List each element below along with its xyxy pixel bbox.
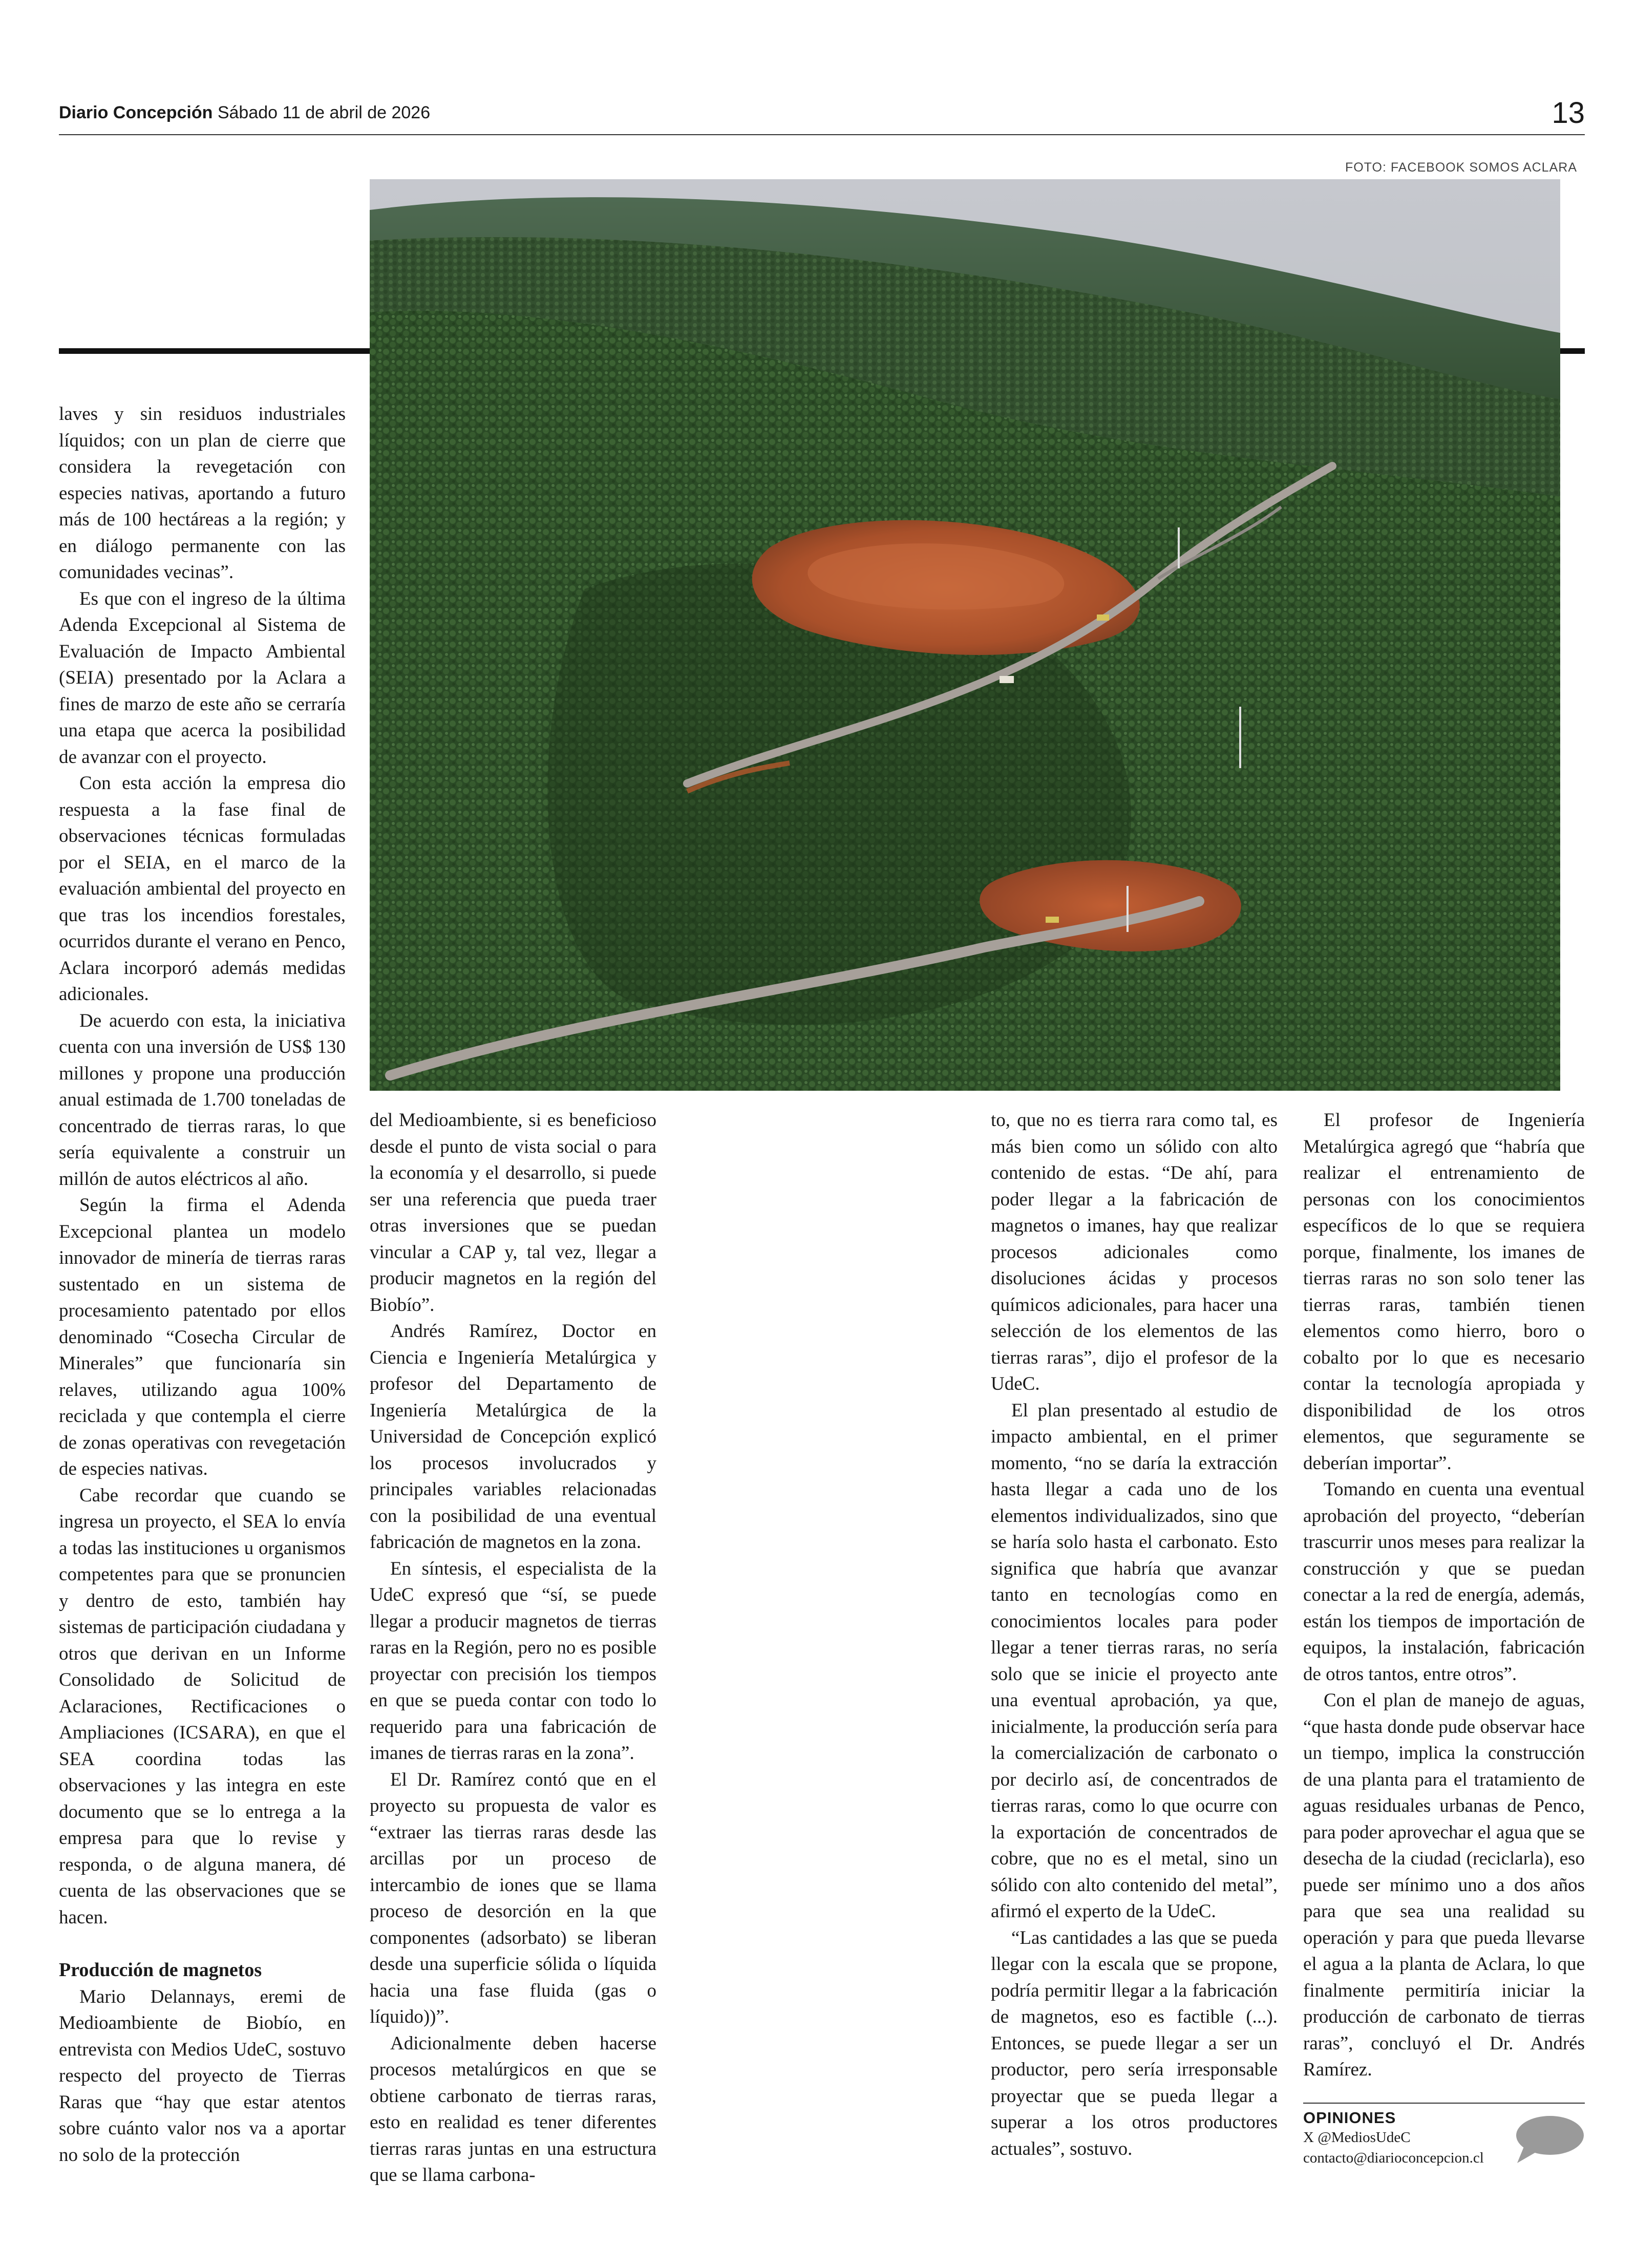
section-rule-left [59, 348, 371, 354]
subheading: Producción de magnetos [59, 1959, 262, 1981]
photo-credit: FOTO: FACEBOOK SOMOS ACLARA [1345, 160, 1577, 175]
article-column-1 [59, 401, 346, 2168]
paragraph: Tomando en cuenta una eventual aprobación del proyecto, “deberían trascurrir unos meses para realizar la construcción y que se puedan conectar a la red de energía, además, están los tiempos de importación de equipos, la instalación, fabricación de otros tantos, entre otros”. [1303, 1479, 1585, 1685]
paragraph: to, que no es tierra rara como tal, es más bien como un sólido con alto contenido de estas. “De ahí, para poder llegar a la fabricación de magnetos o imanes, hay que realizar procesos adicionales como disoluciones ácidas y procesos químicos adicionales, para hacer una selección de los elementos de las tierras raras”, dijo el profesor de la UdeC. [991, 1110, 1278, 1394]
paragraph: El profesor de Ingeniería Metalúrgica agregó que “habría que realizar el entrenamiento de personas con los conocimientos específicos de lo que se requiera porque, finalmente, los imanes de tierras raras no son solo tener las tierras raras, también tienen elementos como hierro, boro o cobalto por lo que es necesario contar la tecnología apropiada y disponibilidad de los otros elementos, que seguramente se deberían importar”. [1303, 1110, 1585, 1474]
paragraph: El plan presentado al estudio de impacto ambiental, en el primer momento, “no se daría la extracción hasta llegar a cada uno de los elementos individualizados, sino que se haría solo hasta el carbonato. Esto significa que habría que avanzar tanto en tecnologías como en conocimientos locales para poder llegar a tener tierras raras, no sería solo que se inicie el proyecto ante una eventual aprobación, ya que, inicialmente, la producción sería para la comercialización de carbonato o por decirlo así, de concentrados de tierras raras, como lo que ocurre con la exportación de concentrados de cobre, que no es el metal, sino un sólido con alto contenido del metal”, afirmó el experto de la UdeC. [991, 1400, 1278, 1922]
paragraph: Mario Delannays, eremi de Medioambiente de Biobío, en entrevista con Medios UdeC, sostuvo respecto del proyecto de Tierras Raras que “hay que estar atentos sobre cuánto valor nos va a aportar no solo de la protección [59, 1986, 346, 2166]
publication-name: Diario Concepción [59, 103, 213, 122]
paragraph: Es que con el ingreso de la última Adenda Excepcional al Sistema de Evaluación de Impacto Ambiental (SEIA) presentado por la Aclara a fines de marzo de este año se cerraría una etapa que acerca la posibilidad de avanzar con el proyecto. [59, 588, 346, 768]
paragraph: Andrés Ramírez, Doctor en Ciencia e Ingeniería Metalúrgica y profesor del Departamento de Ingeniería Metalúrgica de la Universidad de Concepción explicó los procesos involucrados y principales variables relacionadas con la posibilidad de una eventual fabricación de magnetos en la zona. [370, 1321, 656, 1553]
paragraph: laves y sin residuos industriales líquidos; con un plan de cierre que considera la revegetación con especies nativas, aportando a futuro más de 100 hectáreas a la región; y en diálogo permanente con las comunidades vecinas”. [59, 404, 346, 583]
page-header [59, 96, 1585, 136]
article-column-3 [991, 1107, 1278, 2162]
opinions-box [1303, 2103, 1585, 2168]
paragraph: Adicionalmente deben hacerse procesos metalúrgicos en que se obtiene carbonato de tierras raras, esto en realidad es tener diferentes tierras raras juntas en una estructura que se llama carbona- [370, 2032, 656, 2186]
article-column-4 [1303, 1107, 1585, 2083]
opinions-rule [1303, 2103, 1585, 2104]
paragraph: Cabe recordar que cuando se ingresa un proyecto, el SEA lo envía a todas las instituciones u organismos competentes para que se pronuncien y dentro de esto, también hay sistemas de participación ciudadana y otros que derivan en un Informe Consolidado de Solicitud de Aclaraciones, Rectificaciones o Ampliaciones (ICSARA), en que el SEA coordina todas las observaciones y las integra en este documento que se lo entrega a la empresa para que lo revise y responda, o de alguna manera, dé cuenta de las observaciones que se hacen. [59, 1485, 346, 1928]
header-rule [59, 134, 1585, 135]
section-rule-right [1559, 348, 1585, 354]
paragraph: del Medioambiente, si es beneficioso desde el punto de vista social o para la economía y el desarrollo, si puede ser una referencia que pueda traer otras inversiones que se puedan vincular a CAP y, tal vez, llegar a producir magnetos en la región del Biobío”. [370, 1110, 656, 1316]
speech-bubble-icon [1513, 2114, 1585, 2165]
opinions-title: OPINIONES [1303, 2109, 1396, 2127]
article-column-2 [370, 1107, 656, 2189]
opinions-twitter[interactable]: X @MediosUdeC [1303, 2129, 1411, 2146]
paragraph: El Dr. Ramírez contó que en el proyecto su propuesta de valor es “extraer las tierras raras desde las arcillas por un proceso de intercambio de iones que se llama proceso de desorción en la que componentes (adsorbato) se liberan desde una superficie sólida o líquida hacia una fase fluida (gas o líquido))”. [370, 1769, 656, 2027]
paragraph: En síntesis, el especialista de la UdeC expresó que “sí, se puede llegar a producir magnetos de tierras raras en la Región, pero no es posible proyectar con precisión los tiempos en que se pueda contar con todo lo requerido para una fabricación de imanes de tierras raras en la zona”. [370, 1558, 656, 1764]
header-masthead [59, 103, 430, 123]
paragraph: Con el plan de manejo de aguas, “que hasta donde pude observar hace un tiempo, implica la construcción de una planta para el tratamiento de aguas residuales urbanas de Penco, para poder aprovechar el agua que se desecha de la ciudad (reciclarla), eso puede ser mínimo uno a dos años para que sea una realidad su operación y para que pueda llevarse el agua a la planta de Aclara, lo que finalmente permitiría iniciar la producción de carbonato de tierras raras”, concluyó el Dr. Andrés Ramírez. [1303, 1690, 1585, 2080]
page-number: 13 [1552, 96, 1585, 130]
paragraph: “Las cantidades a las que se pueda llegar con la escala que se propone, podría permitir llegar a la fabricación de magnetos, eso es factible (...). Entonces, se puede llegar a ser un productor, pero sería irresponsable proyectar que se pueda llegar a superar a los otros productores actuales”, sostuvo. [991, 1927, 1278, 2159]
paragraph: De acuerdo con esta, la iniciativa cuenta con una inversión de US$ 130 millones y propone una producción anual estimada de 1.700 toneladas de concentrado de tierras raras, lo que sería equivalente a construir un millón de autos eléctricos al año. [59, 1010, 346, 1190]
paragraph: Con esta acción la empresa dio respuesta a la fase final de observaciones técnicas formuladas por el SEIA, en el marco de la evaluación ambiental del proyecto en que tras los incendios forestales, ocurridos durante el verano en Penco, Aclara incorporó además medidas adicionales. [59, 773, 346, 1005]
opinions-email[interactable]: contacto@diarioconcepcion.cl [1303, 2150, 1484, 2166]
aerial-mine-photo [370, 179, 1560, 1091]
paragraph: Según la firma el Adenda Excepcional plantea un modelo innovador de minería de tierras raras sustentado en un sistema de procesamiento patentado por ellos denominado “Cosecha Circular de Minerales” que funcionaría sin relaves, utilizando agua 100% reciclada y que contempla el cierre de zonas operativas con revegetación de especies nativas. [59, 1195, 346, 1479]
issue-date: Sábado 11 de abril de 2026 [217, 103, 431, 122]
